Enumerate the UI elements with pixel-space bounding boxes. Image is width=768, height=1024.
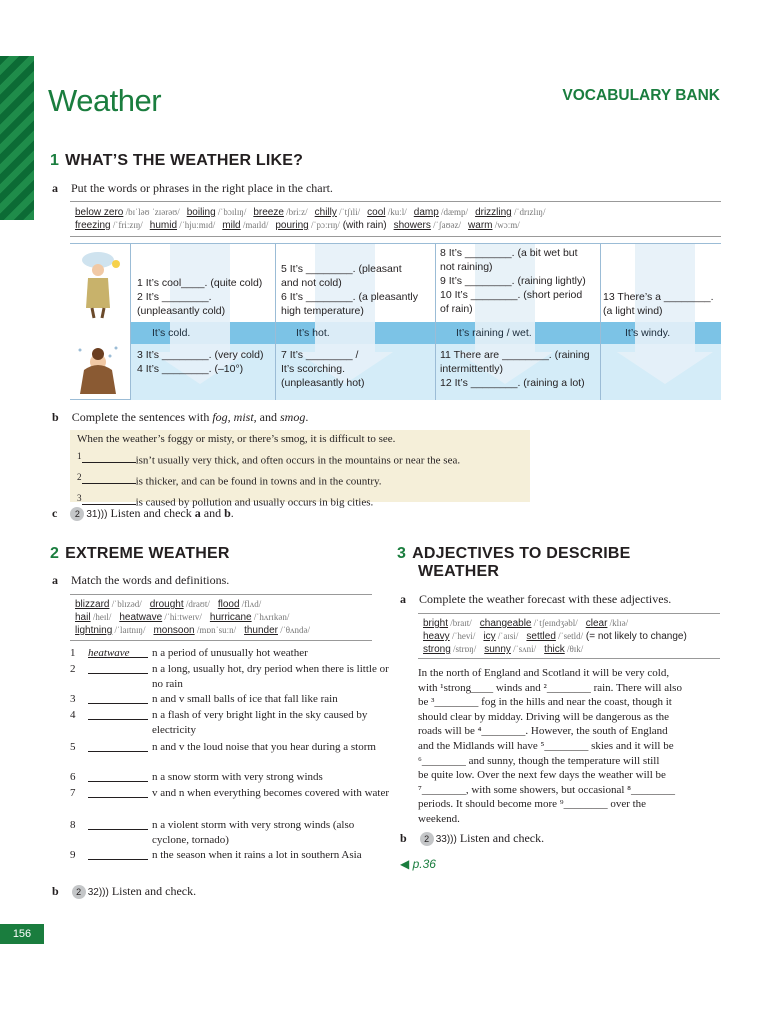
vocab-word: heatwave /ˈhiːtweɪv/	[119, 612, 202, 623]
word-box-3	[423, 617, 723, 656]
chart-line: 11 There are ________. (raining	[440, 349, 590, 361]
audio-disc-icon[interactable]: 2	[70, 507, 84, 521]
chart-line: 1 It’s cool____. (quite cold)	[137, 277, 263, 289]
exercise-3b: b 2 33))) Listen and check.	[400, 831, 545, 845]
vocab-word: thunder /ˈθʌndə/	[244, 625, 311, 636]
word-box-2	[75, 598, 375, 637]
forecast-line: In the north of England and Scotland it will be very cold,	[418, 667, 670, 679]
chart-line: (a light wind)	[603, 305, 663, 317]
sentence-2: $^2$ is thicker, and can be found in towns and in the country.	[77, 471, 382, 488]
chart-cell-cold-bottom	[137, 348, 263, 376]
weather-forecast-text	[418, 666, 718, 827]
vocab-word: thick /θɪk/	[544, 644, 584, 655]
chart-line: and not cold)	[281, 277, 342, 289]
vocab-word: breeze /briːz/	[253, 207, 308, 218]
vocab-word: monsoon /mɒnˈsuːn/	[153, 625, 237, 636]
chart-line: 7 It’s ________ /	[281, 349, 359, 361]
chart-cell-hot-bottom	[281, 348, 364, 390]
chart-line: 13 There’s a ________.	[603, 291, 714, 303]
forecast-line: be ³________ fog in the hills and near the coast, though it	[418, 696, 672, 709]
person-cold-icon	[70, 340, 126, 398]
exercise-2b: b 2 32))) Listen and check.	[52, 884, 197, 898]
vocab-word: hail /heɪl/	[75, 612, 112, 623]
forecast-line: ⁷________, with some showers, but occasional ⁸________	[418, 783, 675, 796]
answer-blank[interactable]	[88, 708, 148, 720]
vocab-word: mild /maɪld/	[222, 220, 269, 231]
chart-cell-wet-bottom	[440, 348, 590, 390]
section-2-heading: 2 EXTREME WEATHER	[50, 545, 230, 562]
arrow-left-icon: ◀	[400, 857, 410, 871]
answer-blank[interactable]	[88, 662, 148, 674]
vocab-word: flood /flʌd/	[217, 599, 262, 610]
audio-track[interactable]: 31	[86, 509, 98, 520]
band-cold: It’s cold.	[152, 327, 191, 339]
answer-blank[interactable]	[88, 692, 148, 704]
vocab-word: strong /strɒŋ/	[423, 644, 477, 655]
band-windy: It’s windy.	[625, 327, 671, 339]
speaker-icon: )))	[446, 834, 457, 845]
vocab-word: pouring /ˈpɔːrɪŋ/ (with rain)	[275, 220, 387, 231]
page-title: Weather	[48, 83, 162, 118]
vocab-word: bright /braɪt/	[423, 618, 472, 629]
word-box-1	[75, 206, 725, 232]
section-3-heading: 3 ADJECTIVES TO DESCRIBE WEATHER	[397, 545, 631, 580]
vocab-word: below zero /bɪˈləʊ ˈzɪərəʊ/	[75, 207, 180, 218]
vocab-word: icy /ˈaɪsi/	[483, 631, 519, 642]
vocab-word: settled /ˈsetld/ (= not likely to change)	[526, 631, 687, 642]
vocab-word: lightning /ˈlaɪtnɪŋ/	[75, 625, 146, 636]
chart-line: of rain)	[440, 303, 473, 315]
chart-line: 6 It’s ________. (a pleasantly	[281, 291, 418, 303]
answer-blank[interactable]	[88, 848, 148, 860]
chart-line: It’s scorching.	[281, 363, 345, 375]
chart-cell-windy-top	[603, 290, 714, 318]
vocab-word: boiling /ˈbɔɪlɪŋ/	[186, 207, 247, 218]
instruction: Put the words or phrases in the right place in the chart.	[71, 181, 333, 195]
section-number: 1	[50, 152, 60, 169]
vocab-word: blizzard /ˈblɪzəd/	[75, 599, 142, 610]
section-title: WHAT’S THE WEATHER LIKE?	[65, 152, 304, 169]
forecast-line: should clear by midday. Driving will be dangerous as the	[418, 710, 670, 723]
chart-cell-hot-top	[281, 262, 418, 318]
page-reference-link[interactable]: ◀ p.36	[400, 857, 436, 871]
forecast-line: roads will be ⁴________. However, the south of England	[418, 725, 668, 738]
vocab-word: heavy /ˈhevi/	[423, 631, 476, 642]
answer-blank[interactable]	[88, 770, 148, 782]
exercise-3a: a Complete the weather forecast with these adjectives.	[400, 592, 672, 606]
chart-line: 3 It’s ________. (very cold)	[137, 349, 264, 361]
vocab-word: damp /dæmp/	[413, 207, 469, 218]
vocab-word: warm /wɔːm/	[468, 220, 520, 231]
band-wet: It’s raining / wet.	[456, 327, 532, 339]
vocab-word: drought /draʊt/	[149, 599, 210, 610]
chart-line: 8 It’s ________. (a bit wet but	[440, 247, 578, 259]
forecast-line: with ¹strong____ winds and ²________ rain. There will also	[418, 681, 682, 694]
vocab-word: clear /klɪə/	[585, 618, 629, 629]
vocab-word: hurricane /ˈhʌrɪkən/	[209, 612, 290, 623]
sentence-1: $^1$ isn’t usually very thick, and often occurs in the mountains or near the sea.	[77, 450, 461, 467]
person-hot-icon	[70, 250, 126, 320]
weather-chart	[70, 243, 721, 400]
chart-cell-cold-top	[137, 276, 262, 318]
vocab-word: freezing /ˈfriːzɪŋ/	[75, 220, 143, 231]
answer-blank[interactable]	[88, 786, 148, 798]
section-1-heading	[50, 152, 303, 170]
vocab-word: humid /ˈhjuːmɪd/	[149, 220, 216, 231]
section-label: VOCABULARY BANK	[562, 87, 720, 104]
chart-line: (unpleasantly hot)	[281, 377, 365, 389]
forecast-line: weekend.	[418, 812, 460, 825]
chart-line: 5 It’s ________. (pleasant	[281, 263, 402, 275]
exercise-1b: b Complete the sentences with fog, mist, and smog.	[52, 410, 309, 424]
forecast-line: periods. It should become more ⁹________ over the	[418, 798, 647, 811]
audio-disc-icon[interactable]: 2	[72, 885, 86, 899]
answer-blank[interactable]: heatwave	[88, 646, 148, 658]
forecast-line: ⁶________ and sunny, though the temperature will still	[418, 754, 660, 767]
chart-line: 2 It’s ________.	[137, 291, 212, 303]
sentence-3: $^3$ is caused by pollution and usually occurs in big cities.	[77, 492, 374, 509]
exercise-2a: a Match the words and definitions.	[52, 573, 230, 587]
chart-line: 4 It’s ________. (–10°)	[137, 363, 244, 375]
chart-line: not raining)	[440, 261, 493, 273]
chart-line: intermittently)	[440, 363, 504, 375]
vocab-word: chilly /ˈtʃɪli/	[314, 207, 361, 218]
page-number: 156	[0, 924, 44, 944]
audio-disc-icon[interactable]: 2	[420, 832, 434, 846]
vocab-word: changeable /ˈtʃeɪndʒəbl/	[479, 618, 578, 629]
band-hot: It’s hot.	[296, 327, 330, 339]
speaker-icon: )))	[98, 887, 109, 898]
vocab-word: drizzling /ˈdrɪzlɪŋ/	[475, 207, 546, 218]
chart-line: 9 It’s ________. (raining lightly)	[440, 275, 586, 287]
chart-arrows	[130, 244, 721, 400]
example-sentence: When the weather’s foggy or misty, or there’s smog, it is difficult to see.	[77, 433, 396, 445]
chart-line: 10 It’s ________. (short period	[440, 289, 583, 301]
vocab-word: showers /ˈʃaʊəz/	[393, 220, 462, 231]
answer-blank[interactable]	[88, 818, 148, 830]
speaker-icon: )))	[97, 509, 108, 520]
sentences-box	[70, 430, 530, 509]
vocab-word: cool /kuːl/	[367, 207, 407, 218]
exercise-1a: a Put the words or phrases in the right place in the chart.	[52, 181, 333, 195]
chart-line: (unpleasantly cold)	[137, 305, 226, 317]
exercise-1c: c 2 31))) Listen and check a and b.	[52, 506, 234, 520]
chart-line: high temperature)	[281, 305, 364, 317]
vocab-word: sunny /ˈsʌni/	[484, 644, 537, 655]
chart-line: 12 It’s ________. (raining a lot)	[440, 377, 585, 389]
forecast-line: and the Midlands will have ⁵________ skies and it will be	[418, 739, 674, 752]
decorative-stripes	[0, 56, 34, 220]
chart-cell-wet-top	[440, 246, 586, 316]
answer-blank[interactable]	[88, 740, 148, 752]
forecast-line: be quite low. Over the next few days the weather will be	[418, 769, 666, 782]
